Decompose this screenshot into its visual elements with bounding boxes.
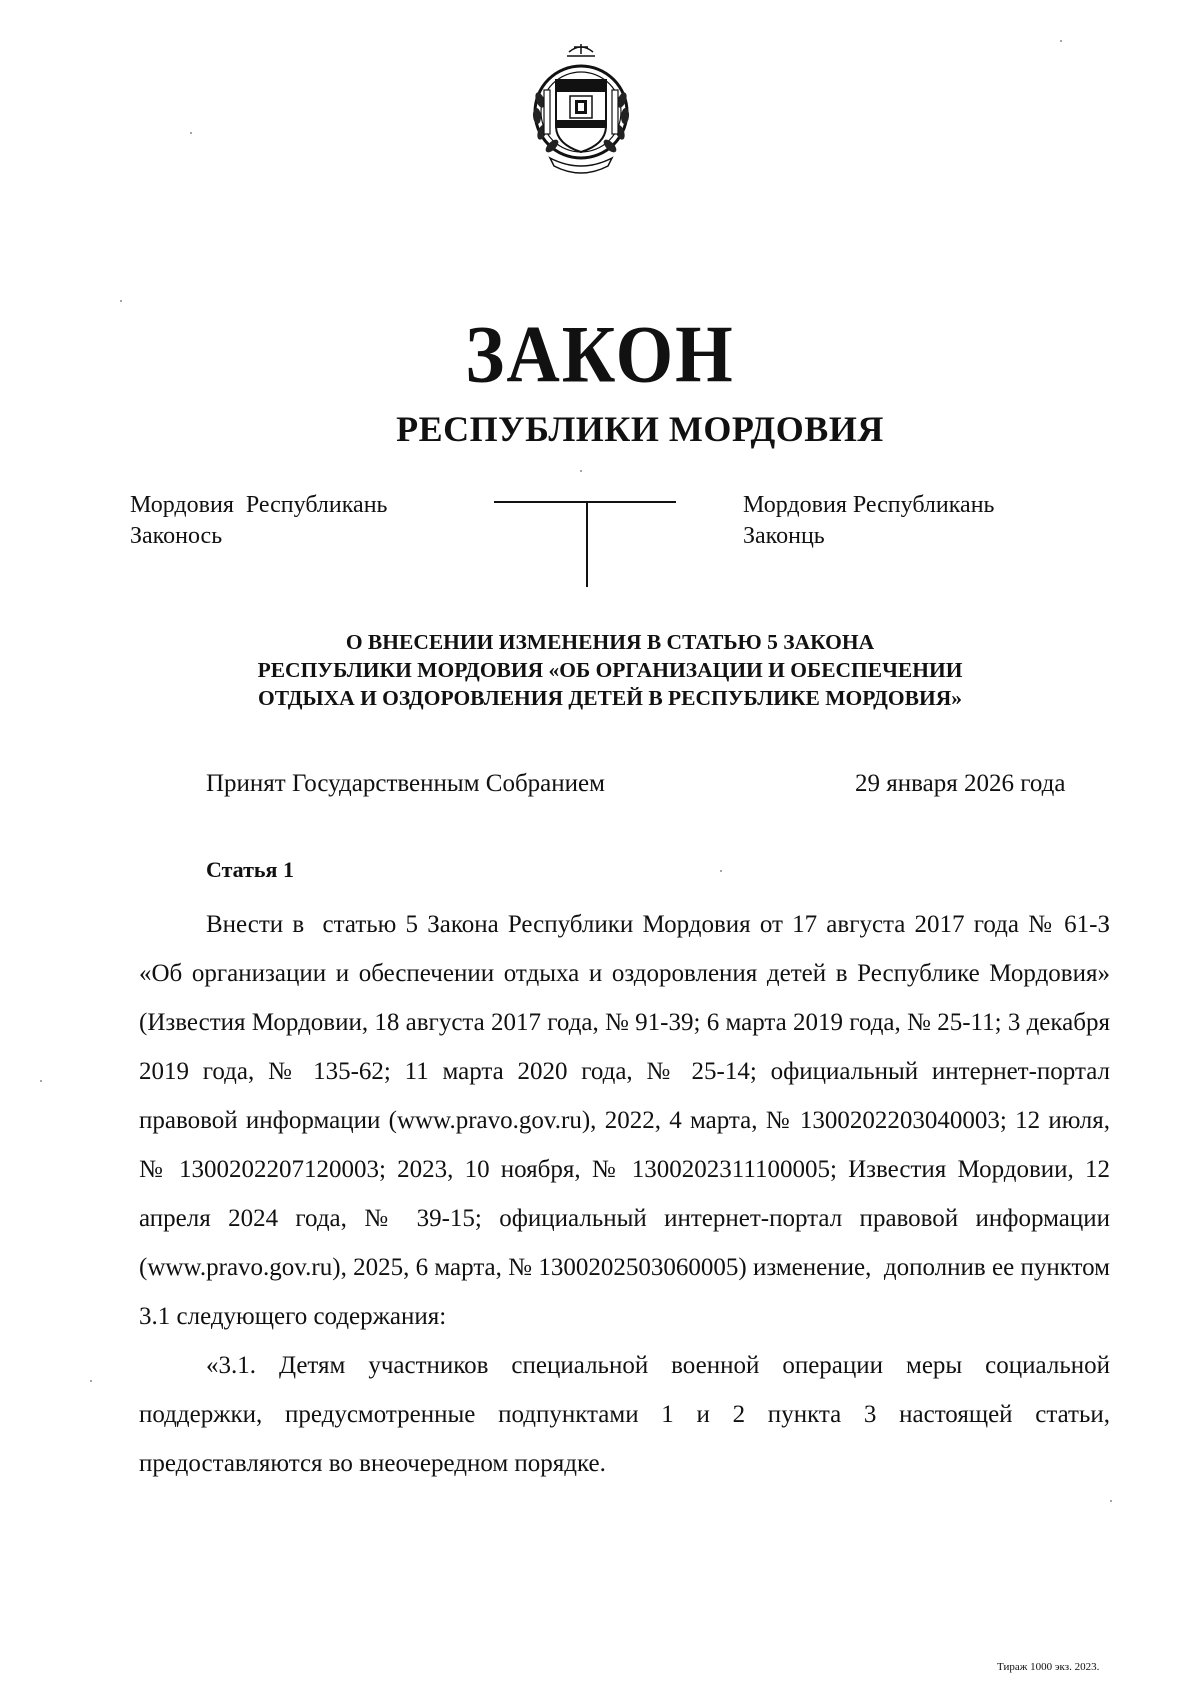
article-title: Статья 1 (206, 857, 294, 882)
scan-speck (1060, 40, 1062, 42)
article-paragraph: Внести в статью 5 Закона Республики Мордовия от 17 августа 2017 года № 61-З «Об организации и обеспечении отдыха и оздоровления детей в Республике Мордовия» (Известия Мордовии, 18 августа 2017 года, № 91-39; 6 марта 2019 года, № 25-11; 3 декабря 2019 года, № 135-62; 11 марта 2020 года, № 25-14; официальный интернет-портал правовой информации (www.pravo.gov.ru), 2022, 4 марта, № 1300202203040003; 12 июля, № 1300202207120003; 2023, 10 ноября, № 1300202311100005; Известия Мордовии, 12 апреля 2024 года, № 39-15; официальный интернет-портал правовой информации (www.pravo.gov.ru), 2025, 6 марта, № 1300202503060005) изменение, дополнив ее пунктом 3.1 следующего содержания: (139, 911, 1117, 1330)
law-heading-line: О ВНЕСЕНИИ ИЗМЕНЕНИЯ В СТАТЬЮ 5 ЗАКОНА (345, 630, 875, 654)
title-divider-vertical (586, 501, 588, 587)
scan-speck (190, 132, 192, 134)
moksha-title-block (130, 490, 387, 552)
scan-speck (40, 1080, 42, 1082)
erzya-title-block (743, 490, 994, 552)
law-heading-line: РЕСПУБЛИКИ МОРДОВИЯ «ОБ ОРГАНИЗАЦИИ И ОБЕСПЕЧЕНИИ (257, 658, 963, 682)
article-body (139, 900, 1117, 1488)
document-title: ЗАКОН (465, 309, 735, 401)
mordovia-coat-of-arms-icon (522, 40, 640, 180)
adopted-by-label: Принят Государственным Собранием (206, 770, 605, 797)
moksha-title-line2: Законось (130, 523, 223, 549)
document-subtitle: РЕСПУБЛИКИ МОРДОВИЯ (396, 409, 884, 449)
law-heading (0, 628, 1200, 712)
law-heading-line: ОТДЫХА И ОЗДОРОВЛЕНИЯ ДЕТЕЙ В РЕСПУБЛИКЕ МОРДОВИЯ» (258, 686, 962, 710)
erzya-title-line1: Мордовия Республикань (743, 492, 995, 518)
title-divider-horizontal (494, 501, 676, 503)
scan-speck (90, 1380, 92, 1382)
moksha-title-line1: Мордовия Республикань (130, 492, 388, 518)
adopted-date: 29 января 2026 года (855, 770, 1066, 797)
scan-speck (580, 470, 582, 472)
scan-speck (1110, 1500, 1112, 1502)
scan-speck (720, 870, 722, 872)
article-paragraph: «3.1. Детям участников специальной военной операции меры социальной поддержки, предусмотренные подпунктами 1 и 2 пункта 3 настоящей статьи, предоставляются во внеочередном порядке. (139, 1352, 1110, 1477)
print-run-note: Тираж 1000 экз. 2023. (997, 1661, 1100, 1673)
erzya-title-line2: Законць (743, 523, 825, 549)
scan-speck (120, 300, 122, 302)
